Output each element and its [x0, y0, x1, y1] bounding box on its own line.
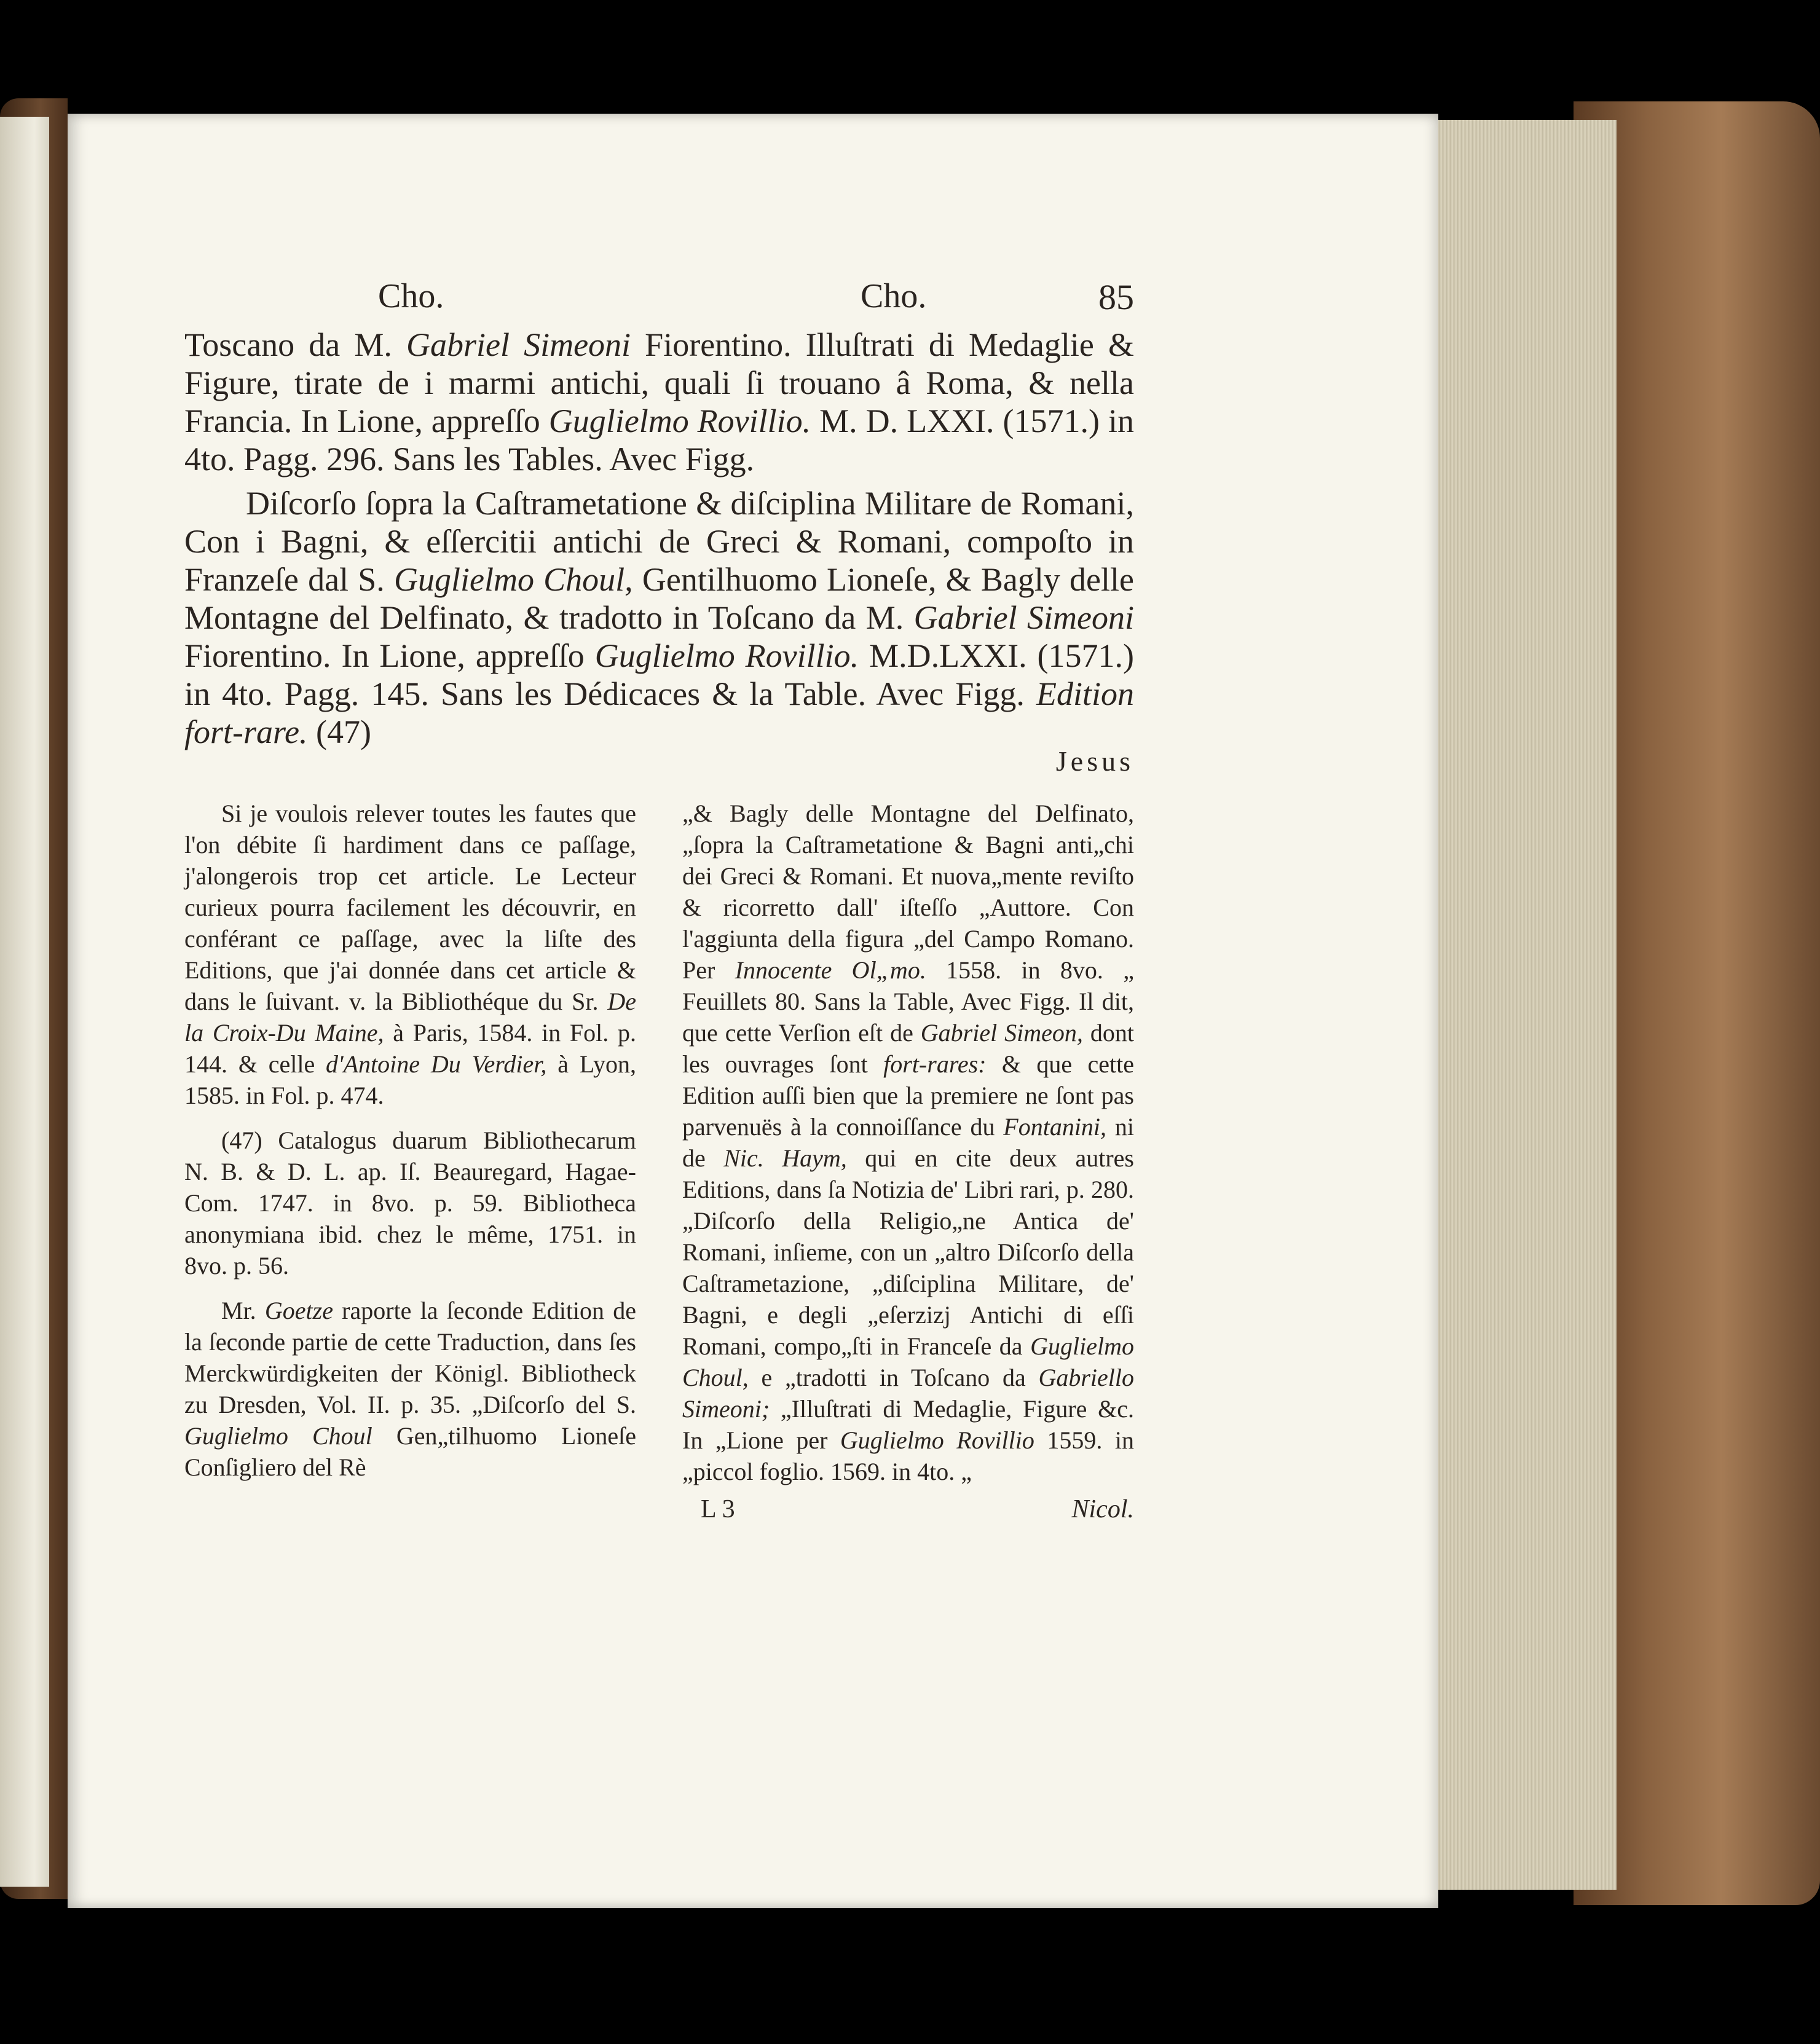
- running-head: [184, 277, 1134, 326]
- note-47: (47) Catalogus duarum Bibliothecarum N. B. & D. L. ap. Iſ. Beauregard, Hagae-Com. 1747. in 8vo. p. 59. Bibliotheca anonymiana ibid. chez le même, 1751. in 8vo. p. 56.: [184, 1126, 636, 1279]
- note-1: Si je voulois relever toutes les fautes que l'on débite ſi hardiment dans ce paſſage, j'alongerois trop cet article. Le Lecteur curieux pourra facilement les découvrir, en conférant ce paſſage, avec la liſte des Editions, que j'ai donnée dans cet article & dans le ſuivant. v. la Bibliothéque du Sr. De la Croix-Du Maine, à Paris, 1584. in Fol. p. 144. & celle d'Antoine Du Verdier, à Lyon, 1585. in Fol. p. 474.: [184, 800, 636, 1109]
- note-continued: „& Bagly delle Montagne del Delfinato, „ſopra la Caſtrametatione & Bagni anti„chi dei Greci & Romani. Et nuova„mente reviſto & ricorretto dall' iſteſſo „Auttore. Con l'aggiunta della figura „del Campo Romano. Per Innocente Ol„mo. 1558. in 8vo. „ Feuillets 80. Sans la Table, Avec Figg. Il dit, que cette Verſion eſt de Gabriel Simeon, dont les ouvrages ſont fort-rares: & que cette Edition auſſi bien que la premiere ne ſont pas parvenuës à la connoiſſance du Fontanini, ni de Nic. Haym, qui en cite deux autres Editions, dans ſa Notizia de' Libri rari, p. 280. „Diſcorſo della Religio„ne Antica de' Romani, inſieme, con un „altro Diſcorſo della Caſtrametazione, „diſciplina Militare, de' Bagni, e degli „eſerzizj Antichi di eſſi Romani, compo„ſti in Franceſe da Guglielmo Choul, e „tradotti in Toſcano da Gabriello Simeoni; „Illuſtrati di Medaglie, Figure &c. In „Lione per Guglielmo Rovillio 1559. in „piccol foglio. 1569. in 4to. „: [682, 800, 1134, 1485]
- page-content: [184, 277, 1134, 1531]
- main-text: [184, 326, 1134, 751]
- right-note-column: [682, 798, 1134, 1501]
- running-head-left: Cho.: [378, 277, 444, 315]
- page-footer: [184, 1495, 1134, 1531]
- paragraph-1: Toscano da M. Gabriel Simeoni Fiorentino. Illuſtrati di Medaglie & Figure, tirate de i marmi antichi, quali ſi trouano â Roma, & nella Francia. In Lione, appreſſo Guglielmo Rovillio. M. D. LXXI. (1571.) in 4to. Pagg. 296. Sans les Tables. Avec Figg.: [184, 326, 1134, 478]
- catchword-footer: Nicol.: [1071, 1495, 1134, 1523]
- signature-mark: L 3: [701, 1495, 735, 1523]
- note-3: Mr. Goetze raporte la ſeconde Edition de la ſeconde partie de cette Traduction, dans ſes Merckwürdigkeiten der Königl. Bibliotheck zu Dresden, Vol. II. p. 35. „Diſcorſo del S. Guglielmo Choul Gen„tilhuomo Lioneſe Conſigliero del Rè: [184, 1297, 637, 1481]
- running-head-center: Cho.: [861, 277, 927, 315]
- catchword-main: Jesus: [1055, 745, 1134, 777]
- notes-columns: [184, 798, 1134, 1501]
- left-note-column: [184, 798, 636, 1501]
- page-block-edge: [1432, 120, 1617, 1890]
- paragraph-2: Diſcorſo ſopra la Caſtrametatione & diſciplina Militare de Romani, Con i Bagni, & eſſercitii antichi de Greci & Romani, compoſto in Franzeſe dal S. Guglielmo Choul, Gentilhuomo Lioneſe, & Bagly delle Montagne del Delfinato, & tradotto in Toſcano da M. Gabriel Simeoni Fiorentino. In Lione, appreſſo Guglielmo Rovillio. M.D.LXXI. (1571.) in 4to. Pagg. 145. Sans les Dédicaces & la Table. Avec Figg. Edition fort-rare. (47): [184, 485, 1134, 750]
- page-number: 85: [1098, 277, 1134, 317]
- left-page-edge: [0, 117, 49, 1887]
